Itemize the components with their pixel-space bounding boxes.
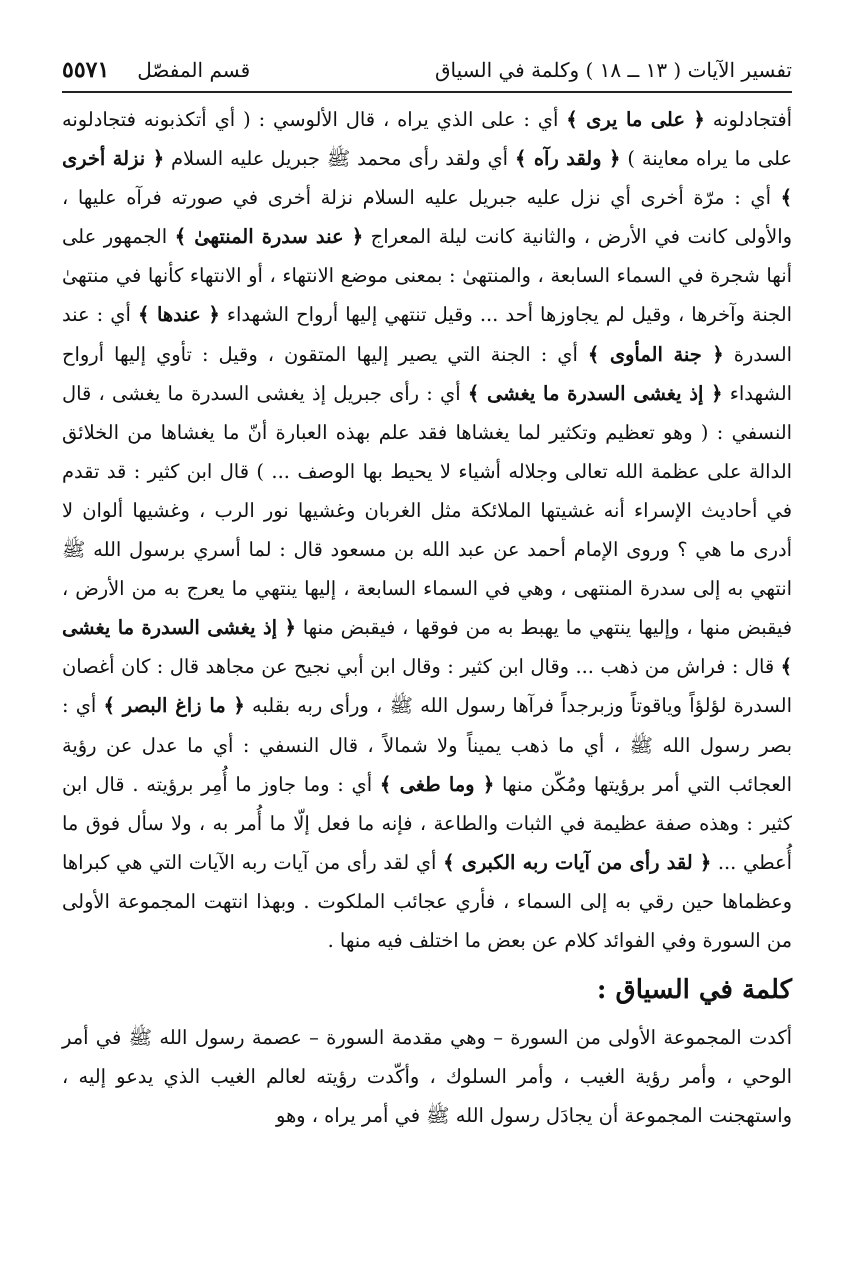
quran-verse-quote: ﴿ عندها ﴾	[137, 303, 220, 327]
quran-verse-quote: ﴿ وما طغى ﴾	[379, 772, 495, 796]
commentary-text: أفتجادلونه	[704, 108, 792, 131]
running-title: تفسير الآيات ( ١٣ ــ ١٨ ) وكلمة في السياق	[434, 58, 792, 82]
commentary-text: الجمهور على أنها شجرة في السماء السابعة ، والمنتهىٰ : بمعنى موضع الانتهاء ، أو الانتهاء كأنها في منتهىٰ الجنة وآخرها ، وقيل لم يجاوزها أحد ... وقيل تنتهي إليها أرواح الشهداء	[62, 225, 792, 327]
commentary-text: أي : وما جاوز ما أُمِر برؤيته . قال ابن كثير : وهذه صفة عظيمة في الثبات والطاعة ، فإنه ما فعل إلّا ما أُمر به ، ولا سأل فوق ما أُعطي ...	[62, 772, 792, 874]
commentary-text: قال : فراش من ذهب ... وقال ابن كثير : وقال ابن أبي نجيح عن مجاهد قال : كان أغصان السدرة لؤلؤاً وياقوتاً وزبرجداً فرآها رسول الله ﷺ ، ورأى ربه بقلبه	[62, 655, 792, 718]
section-name: قسم المفصّل	[137, 58, 251, 82]
page-body	[62, 100, 792, 1135]
quran-verse-quote: ﴿ عند سدرة المنتهىٰ ﴾	[174, 225, 364, 249]
page-number: ٥٥٧١	[62, 57, 110, 83]
quran-verse-quote: ﴿ نزلة أخرى ﴾	[62, 147, 792, 210]
quran-verse-quote: ﴿ إذ يغشى السدرة ما يغشى ﴾	[62, 616, 792, 679]
quran-verse-quote: ﴿ ولقد رآه ﴾	[514, 147, 621, 171]
commentary-paragraph	[62, 100, 792, 960]
commentary-text: أي : على الذي يراه ، قال الألوسي : ( أي أتكذبونه فتجادلونه على ما يراه معاينة )	[62, 108, 793, 171]
quran-verse-quote: ﴿ إذ يغشى السدرة ما يغشى ﴾	[467, 381, 723, 405]
quran-verse-quote: ﴿ جنة المأوى ﴾	[587, 342, 724, 366]
commentary-text: أي : بصر رسول الله ﷺ ، أي ما ذهب يميناً ولا شمالاً ، قال النسفي : أي ما عدل عن رؤية العجائب التي أمر برؤيتها ومُكّن منها	[62, 694, 792, 796]
header-rule	[62, 91, 792, 93]
header-left-group	[62, 57, 250, 83]
section-heading: كلمة في السياق :	[596, 975, 792, 1006]
quran-verse-quote: ﴿ على ما يرى ﴾	[566, 108, 705, 131]
commentary-text: أي لقد رأى من آيات ربه الآيات التي هي كبراها وعظماها حين رقي به إلى السماء ، فأري عجائب الملكوت . وبهذا انتهت المجموعة الأولى من السورة وفي الفوائد كلام عن بعض ما اختلف فيه منها .	[62, 850, 792, 952]
quran-verse-quote: ﴿ لقد رأى من آيات ربه الكبرى ﴾	[443, 850, 712, 874]
context-paragraph: أكدت المجموعة الأولى من السورة – وهي مقدمة السورة – عصمة رسول الله ﷺ في أمر الوحي ، وأمر رؤية الغيب ، وأمر السلوك ، وأكّدت رؤيته لعالم الغيب الذي يدعو إليه ، واستهجنت المجموعة أن يجادَل رسول الله ﷺ في أمر يراه ، وهو	[62, 1026, 792, 1128]
commentary-text: أي : عند السدرة	[62, 303, 792, 366]
commentary-text: أي : الجنة التي يصير إليها المتقون ، وقيل : تأوي إليها أرواح الشهداء	[62, 342, 792, 405]
commentary-text: أي : رأى جبريل إذ يغشى السدرة ما يغشى ، قال النسفي : ( وهو تعظيم وتكثير لما يغشاها فقد علم بهذه العبارة أنّ ما يغشاها من الخلائق الدالة على عظمة الله تعالى وجلاله أشياء لا يحيط بها الوصف ... ) قال ابن كثير : قد تقدم في أحاديث الإسراء أنه غشيتها الملائكة مثل الغربان وغشيها نور الرب ، وغشيها ألوان لا أدرى ما هي ؟ وروى الإمام أحمد عن عبد الله بن مسعود قال : لما أسري برسول الله ﷺ انتهي به إلى سدرة المنتهى ، وهي في السماء السابعة ، إليها ينتهي ما يعرج به من الأرض ، فيقبض منها ، وإليها ينتهي ما يهبط به من فوقها ، فيقبض منها	[62, 381, 792, 640]
commentary-text: أي ولقد رأى محمد ﷺ جبريل عليه السلام	[164, 147, 515, 171]
commentary-text: أي : مرّة أخرى أي نزل عليه جبريل عليه السلام نزلة أخرى في صورته فرآه عليها ، والأولى كانت في الأرض ، والثانية كانت ليلة المعراج	[62, 186, 792, 249]
page-header	[62, 52, 792, 88]
quran-verse-quote: ﴿ ما زاغ البصر ﴾	[103, 694, 245, 718]
